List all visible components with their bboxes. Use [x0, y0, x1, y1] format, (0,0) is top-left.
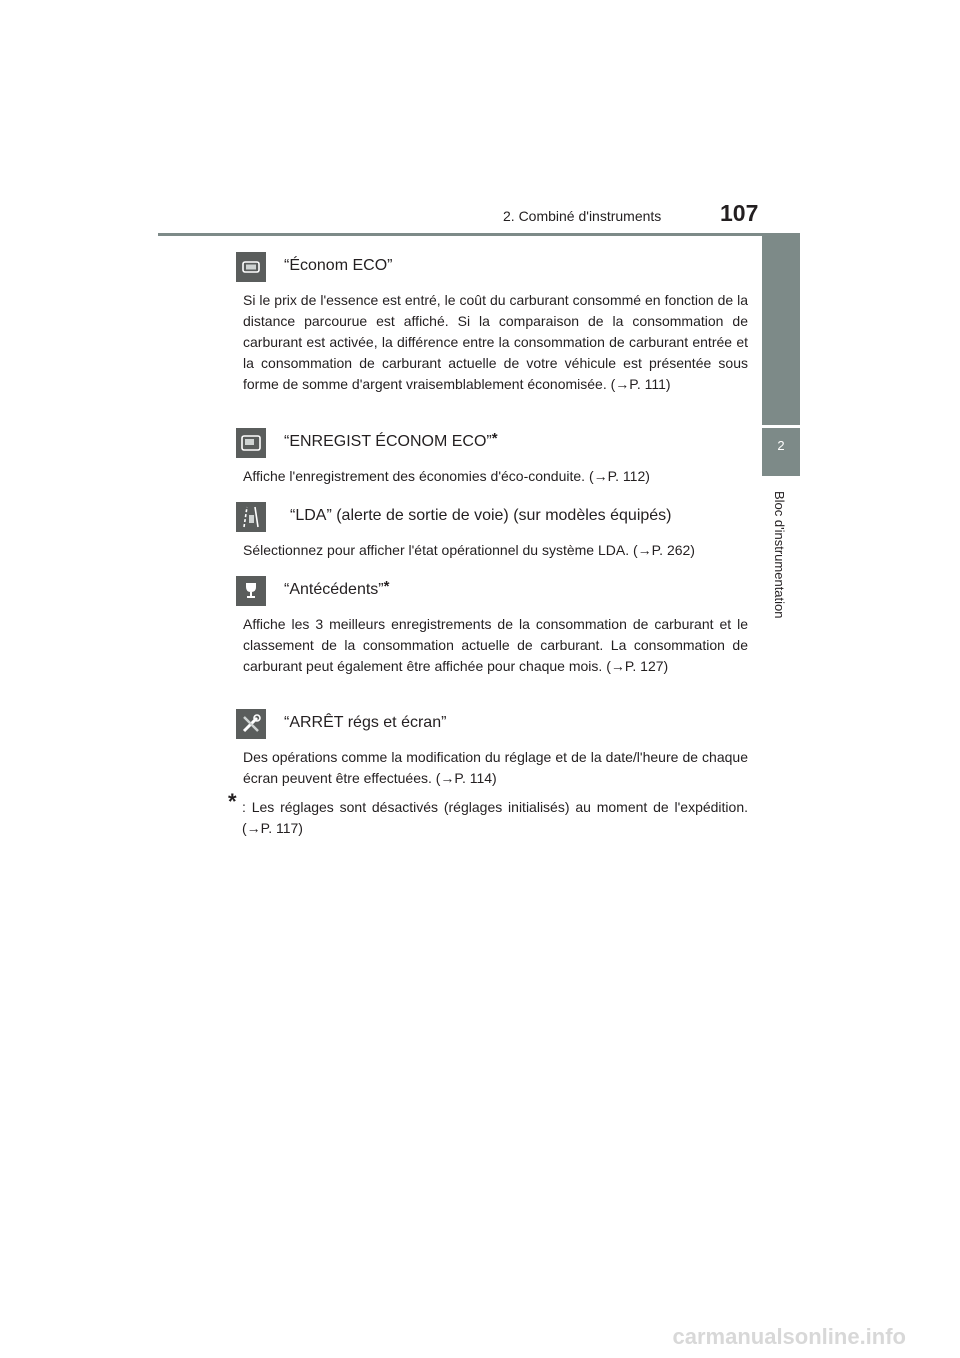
item-title: “ARRÊT régs et écran”: [284, 714, 447, 731]
menu-item-eco-savings: [236, 252, 748, 395]
item-title: “Économ ECO”: [284, 257, 393, 274]
footnote: [228, 789, 748, 839]
side-tab-number: 2: [762, 428, 800, 476]
asterisk-mark: *: [383, 578, 390, 595]
settings-tools-icon: [236, 709, 266, 739]
menu-item-lda: [236, 502, 748, 561]
footnote-asterisk: *: [228, 789, 237, 814]
asterisk-mark: *: [491, 430, 498, 447]
footnote-text: : Les réglages sont désactivés (réglages initialisés) au moment de l'expédition. (→P. 117): [242, 799, 748, 836]
side-tab-bar: [762, 235, 800, 425]
header-section-title: 2. Combiné d'instruments: [503, 208, 662, 224]
header-rule: [158, 233, 800, 236]
watermark: carmanualsonline.info: [672, 1324, 906, 1349]
lane-departure-icon: [236, 502, 266, 532]
trophy-icon: [236, 576, 266, 606]
eco-record-icon: [236, 428, 266, 458]
page-number: 107: [720, 200, 759, 226]
item-description: Si le prix de l'essence est entré, le coût du carburant consommé en fonction de la distance parcourue est affiché. Si la comparaison de la consommation de carburant est activée, la différence entre la consommation de carburant entrée et la consommation de carburant actuelle de votre véhicule est présentée sous forme de somme d'argent vraisemblablement économisée. (→P. 111): [243, 292, 748, 392]
menu-item-history: [236, 576, 748, 677]
menu-item-settings: [236, 709, 748, 789]
item-description: Sélectionnez pour afficher l'état opérationnel du système LDA. (→P. 262): [243, 542, 695, 558]
menu-item-eco-record: [236, 428, 748, 487]
item-title: “Antécédents”: [284, 581, 384, 598]
item-description: Affiche les 3 meilleurs enregistrements de la consommation de carburant et le classement de la consommation actuelle de carburant. La consommation de carburant peut également être affichée pour chaque mois. (→P. 127): [243, 616, 748, 674]
item-title: “ENREGIST ÉCONOM ECO”: [284, 433, 492, 450]
eco-savings-icon: [236, 252, 266, 282]
side-tab-label: Bloc d'instrumentation: [772, 491, 787, 619]
item-title: “LDA” (alerte de sortie de voie) (sur modèles équipés): [290, 507, 672, 524]
item-description: Des opérations comme la modification du réglage et de la date/l'heure de chaque écran peuvent être effectuées. (→P. 114): [243, 749, 748, 786]
item-description: Affiche l'enregistrement des économies d'éco-conduite. (→P. 112): [243, 468, 650, 484]
